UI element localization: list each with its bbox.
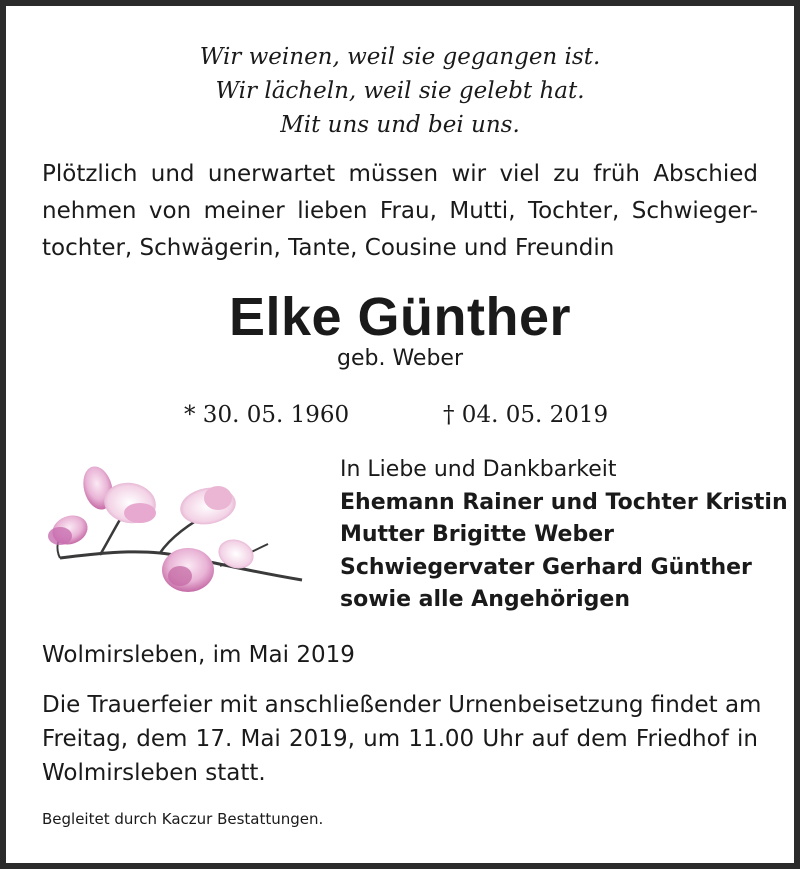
place-date: Wolmirsleben, im Mai 2019 (42, 642, 355, 668)
undertaker-credit: Begleitet durch Kaczur Bestattungen. (42, 810, 324, 828)
poem-line: Wir lächeln, weil sie gelebt hat. (215, 78, 585, 104)
magnolia-branch-icon (40, 458, 310, 618)
death-date: † 04. 05. 2019 (443, 402, 609, 428)
mourners-list (340, 454, 788, 617)
poem (6, 40, 794, 142)
maiden-name: geb. Weber (337, 346, 463, 371)
intro-line: Plötzlich und unerwartet müssen wir viel zu früh Abschied (42, 161, 758, 187)
intro-line: nehmen von meiner lieben Frau, Mutti, Tochter, Schwieger- (42, 198, 758, 224)
service-line: Wolmirsleben statt. (42, 760, 266, 786)
mourner-line: Ehemann Rainer und Tochter Kristin (340, 489, 788, 515)
service-line: Freitag, dem 17. Mai 2019, um 11.00 Uhr auf dem Friedhof in (42, 726, 758, 752)
deceased-name: Elke Günther (228, 287, 572, 347)
funeral-service-info (42, 688, 762, 790)
mourner-line: sowie alle Angehörigen (340, 587, 631, 612)
poem-line: Wir weinen, weil sie gegangen ist. (199, 44, 601, 70)
mourners-intro: In Liebe und Dankbarkeit (340, 457, 617, 482)
poem-line: Mit uns und bei uns. (280, 112, 520, 138)
mourner-line: Schwiegervater Gerhard Günther (340, 554, 752, 580)
intro-line: tochter, Schwägerin, Tante, Cousine und Freundin (42, 235, 615, 261)
birth-date: * 30. 05. 1960 (184, 402, 350, 428)
intro-text (42, 156, 758, 267)
service-line: Die Trauerfeier mit anschließender Urnenbeisetzung findet am (42, 692, 762, 718)
mourner-line: Mutter Brigitte Weber (340, 522, 615, 547)
